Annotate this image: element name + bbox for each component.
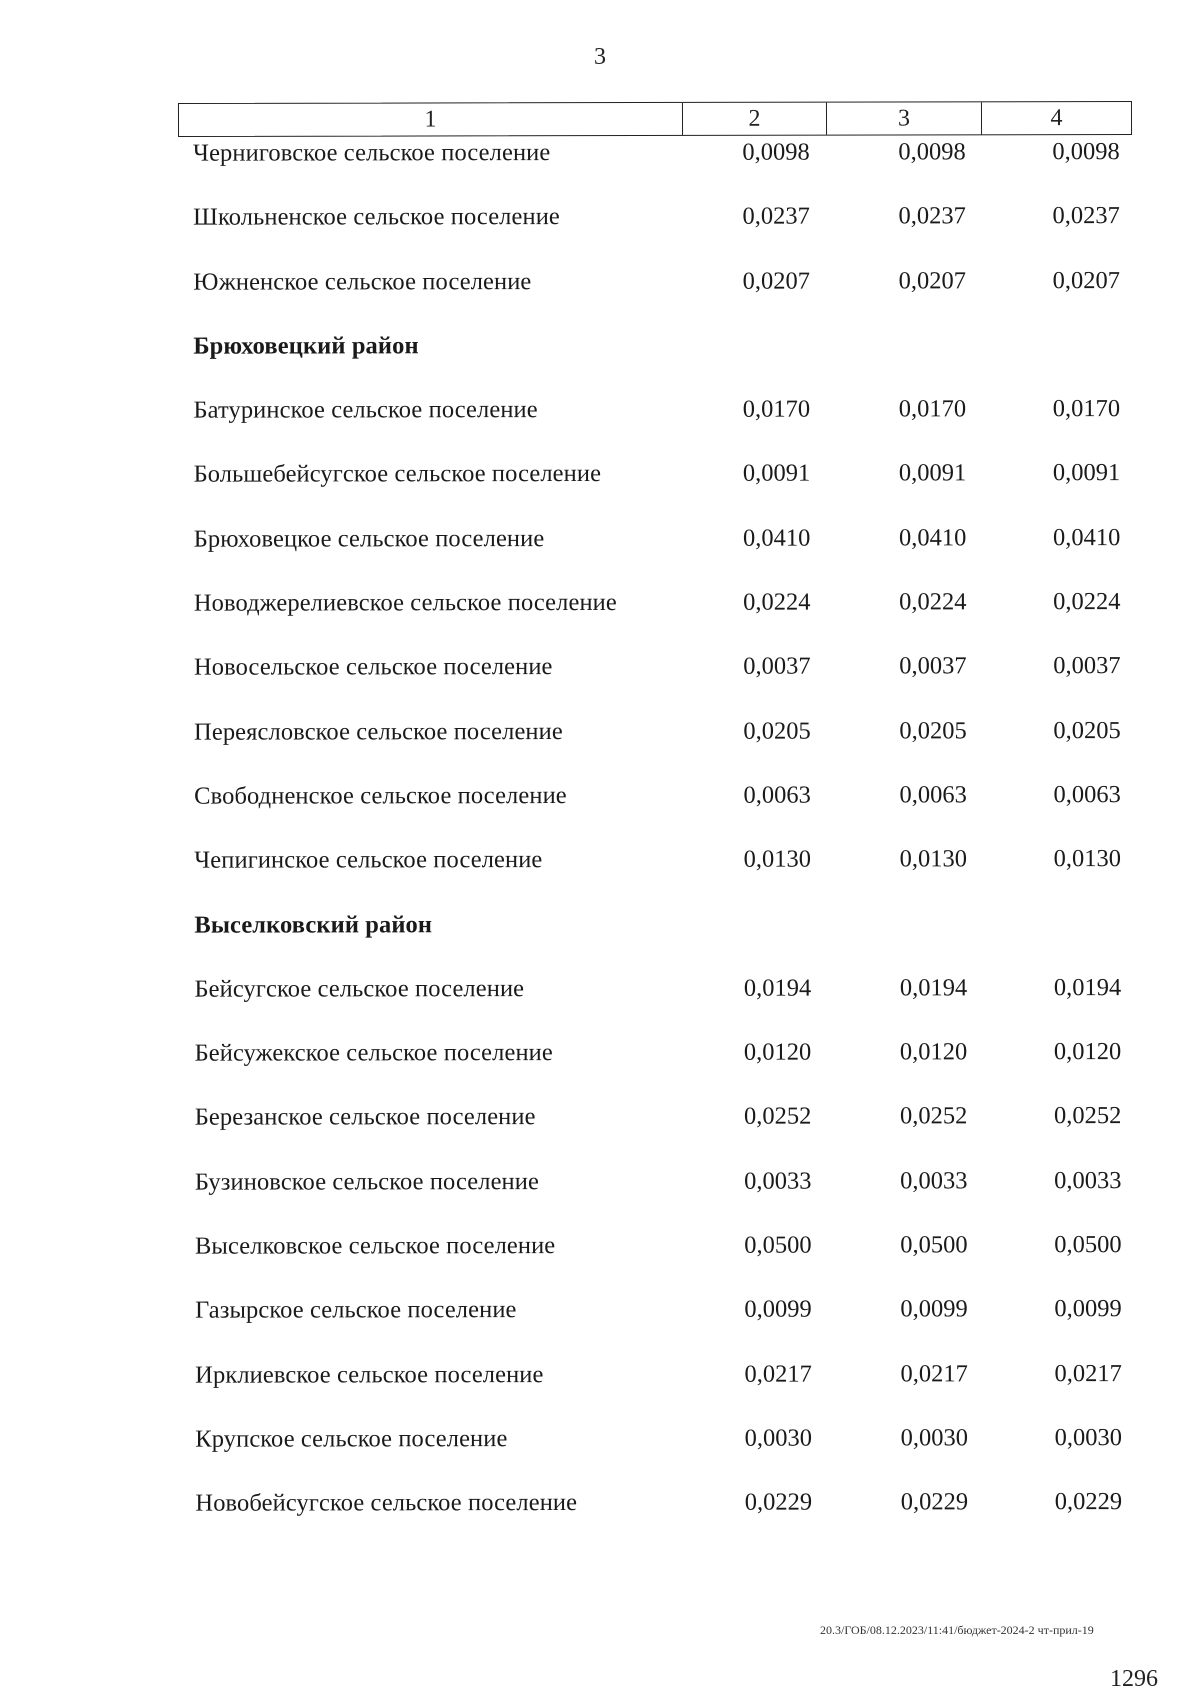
table-row xyxy=(1,841,1200,907)
table-row xyxy=(2,1034,1200,1100)
settlement-name: Новобейсугское сельское поселение xyxy=(195,1489,578,1517)
value-col-4: 0,0170 xyxy=(1052,395,1121,423)
value-col-4: 0,0033 xyxy=(1054,1166,1122,1194)
value-col-4: 0,0194 xyxy=(1053,973,1122,1002)
table-row xyxy=(2,1291,1200,1357)
value-col-4: 0,0098 xyxy=(1052,138,1120,166)
value-col-4: 0,0120 xyxy=(1053,1038,1122,1066)
document-code: 20.3/ГОБ/08.12.2023/11:41/бюджет-2024-2 чт-прил-19 xyxy=(820,1623,1094,1637)
value-col-4: 0,0037 xyxy=(1053,652,1121,680)
table-row xyxy=(2,1163,1200,1229)
value-col-2: 0,0217 xyxy=(744,1360,812,1388)
value-col-4: 0,0205 xyxy=(1053,716,1121,744)
value-col-2: 0,0205 xyxy=(743,717,811,745)
value-col-2: 0,0030 xyxy=(744,1424,812,1452)
value-col-4: 0,0229 xyxy=(1054,1488,1123,1516)
table-row xyxy=(1,584,1200,650)
table-row xyxy=(2,1420,1200,1486)
value-col-2: 0,0229 xyxy=(744,1488,813,1516)
table-row xyxy=(1,970,1200,1036)
district-heading-row xyxy=(0,327,1200,393)
value-col-3: 0,0130 xyxy=(899,845,967,873)
settlement-name: Ирклиевское сельское поселение xyxy=(195,1360,544,1389)
table-row xyxy=(2,1098,1200,1164)
value-col-3: 0,0205 xyxy=(899,716,967,745)
table-header xyxy=(178,101,1132,137)
value-col-2: 0,0037 xyxy=(743,652,811,681)
value-col-3: 0,0237 xyxy=(898,202,966,230)
settlement-name: Брюховецкое сельское поселение xyxy=(193,524,545,553)
value-col-3: 0,0170 xyxy=(898,395,967,423)
value-col-2: 0,0098 xyxy=(742,138,810,166)
value-col-3: 0,0500 xyxy=(900,1231,968,1259)
settlement-name: Выселковское сельское поселение xyxy=(194,1232,556,1260)
value-col-3: 0,0033 xyxy=(900,1167,968,1195)
table-row xyxy=(0,262,1200,328)
header-cell-2: 2 xyxy=(682,103,826,135)
value-col-4: 0,0237 xyxy=(1052,202,1120,230)
value-col-3: 0,0217 xyxy=(900,1359,968,1388)
value-col-3: 0,0098 xyxy=(898,138,966,166)
value-col-4: 0,0252 xyxy=(1054,1102,1122,1130)
value-col-2: 0,0237 xyxy=(742,202,810,231)
settlement-name: Бейсужекское сельское поселение xyxy=(194,1039,553,1067)
table-body xyxy=(0,134,1200,1551)
value-col-2: 0,0410 xyxy=(742,524,811,552)
settlement-name: Новосельское сельское поселение xyxy=(193,653,553,682)
value-col-4: 0,0217 xyxy=(1054,1359,1122,1387)
value-col-2: 0,0500 xyxy=(744,1231,812,1259)
district-name: Брюховецкий район xyxy=(193,332,419,360)
value-col-4: 0,0207 xyxy=(1052,266,1120,294)
header-cell-3: 3 xyxy=(826,102,981,134)
value-col-2: 0,0207 xyxy=(742,267,810,295)
settlement-name: Батуринское сельское поселение xyxy=(193,396,538,424)
value-col-4: 0,0030 xyxy=(1054,1423,1122,1452)
value-col-2: 0,0099 xyxy=(744,1295,812,1324)
page-number-top: 3 xyxy=(594,44,606,70)
settlement-name: Бейсугское сельское поселение xyxy=(194,974,525,1003)
value-col-3: 0,0099 xyxy=(900,1295,968,1323)
table-row xyxy=(1,713,1200,779)
value-col-4: 0,0410 xyxy=(1052,523,1121,551)
value-col-3: 0,0120 xyxy=(899,1038,968,1066)
value-col-2: 0,0120 xyxy=(743,1038,812,1066)
value-col-3: 0,0063 xyxy=(899,781,967,809)
value-col-2: 0,0091 xyxy=(742,460,811,488)
header-cell-4: 4 xyxy=(981,102,1131,134)
table-row xyxy=(0,134,1200,200)
value-col-4: 0,0224 xyxy=(1053,588,1121,616)
table-row xyxy=(2,1484,1200,1550)
settlement-name: Бузиновское сельское поселение xyxy=(194,1167,539,1196)
value-col-3: 0,0194 xyxy=(899,974,968,1002)
table-row xyxy=(2,1356,1200,1422)
value-col-3: 0,0091 xyxy=(898,459,967,487)
settlement-name: Южненское сельское поселение xyxy=(193,267,532,296)
value-col-4: 0,0099 xyxy=(1054,1295,1122,1323)
settlement-name: Школьненское сельское поселение xyxy=(193,203,560,231)
settlement-name: Крупское сельское поселение xyxy=(195,1425,508,1453)
value-col-2: 0,0224 xyxy=(743,588,811,616)
value-col-2: 0,0033 xyxy=(744,1167,812,1195)
value-col-2: 0,0170 xyxy=(742,395,811,423)
table-row xyxy=(1,777,1200,843)
settlement-name: Чепигинское сельское поселение xyxy=(194,846,543,874)
value-col-4: 0,0130 xyxy=(1053,845,1121,873)
value-col-3: 0,0410 xyxy=(898,524,967,552)
settlement-name: Свободненское сельское поселение xyxy=(194,781,567,810)
settlement-name: Газырское сельское поселение xyxy=(195,1296,517,1325)
value-col-3: 0,0229 xyxy=(900,1488,969,1516)
settlement-name: Черниговское сельское поселение xyxy=(193,139,551,167)
settlement-name: Новоджерелиевское сельское поселение xyxy=(193,589,617,617)
value-col-3: 0,0207 xyxy=(898,266,966,295)
settlement-name: Переясловское сельское поселение xyxy=(194,717,563,746)
table-row xyxy=(2,1227,1200,1293)
page-number-bottom: 1296 xyxy=(1110,1666,1158,1692)
header-cell-1: 1 xyxy=(424,105,437,132)
value-col-4: 0,0063 xyxy=(1053,781,1121,809)
value-col-3: 0,0252 xyxy=(900,1102,968,1130)
value-col-4: 0,0091 xyxy=(1052,459,1121,487)
settlement-name: Большебейсугское сельское поселение xyxy=(193,460,602,489)
value-col-3: 0,0224 xyxy=(899,588,967,616)
value-col-4: 0,0500 xyxy=(1054,1231,1122,1259)
table-row xyxy=(0,391,1200,457)
district-heading-row xyxy=(1,905,1200,971)
value-col-3: 0,0030 xyxy=(900,1424,968,1452)
table-row xyxy=(1,455,1200,521)
value-col-3: 0,0037 xyxy=(899,652,967,680)
value-col-2: 0,0063 xyxy=(743,781,811,809)
settlement-name: Березанское сельское поселение xyxy=(194,1103,536,1132)
table-row xyxy=(1,648,1200,714)
district-name: Выселковский район xyxy=(194,910,433,939)
value-col-2: 0,0194 xyxy=(743,974,812,1002)
value-col-2: 0,0130 xyxy=(743,845,811,873)
table-row xyxy=(1,520,1200,586)
table-row xyxy=(0,198,1200,264)
value-col-2: 0,0252 xyxy=(744,1103,812,1131)
